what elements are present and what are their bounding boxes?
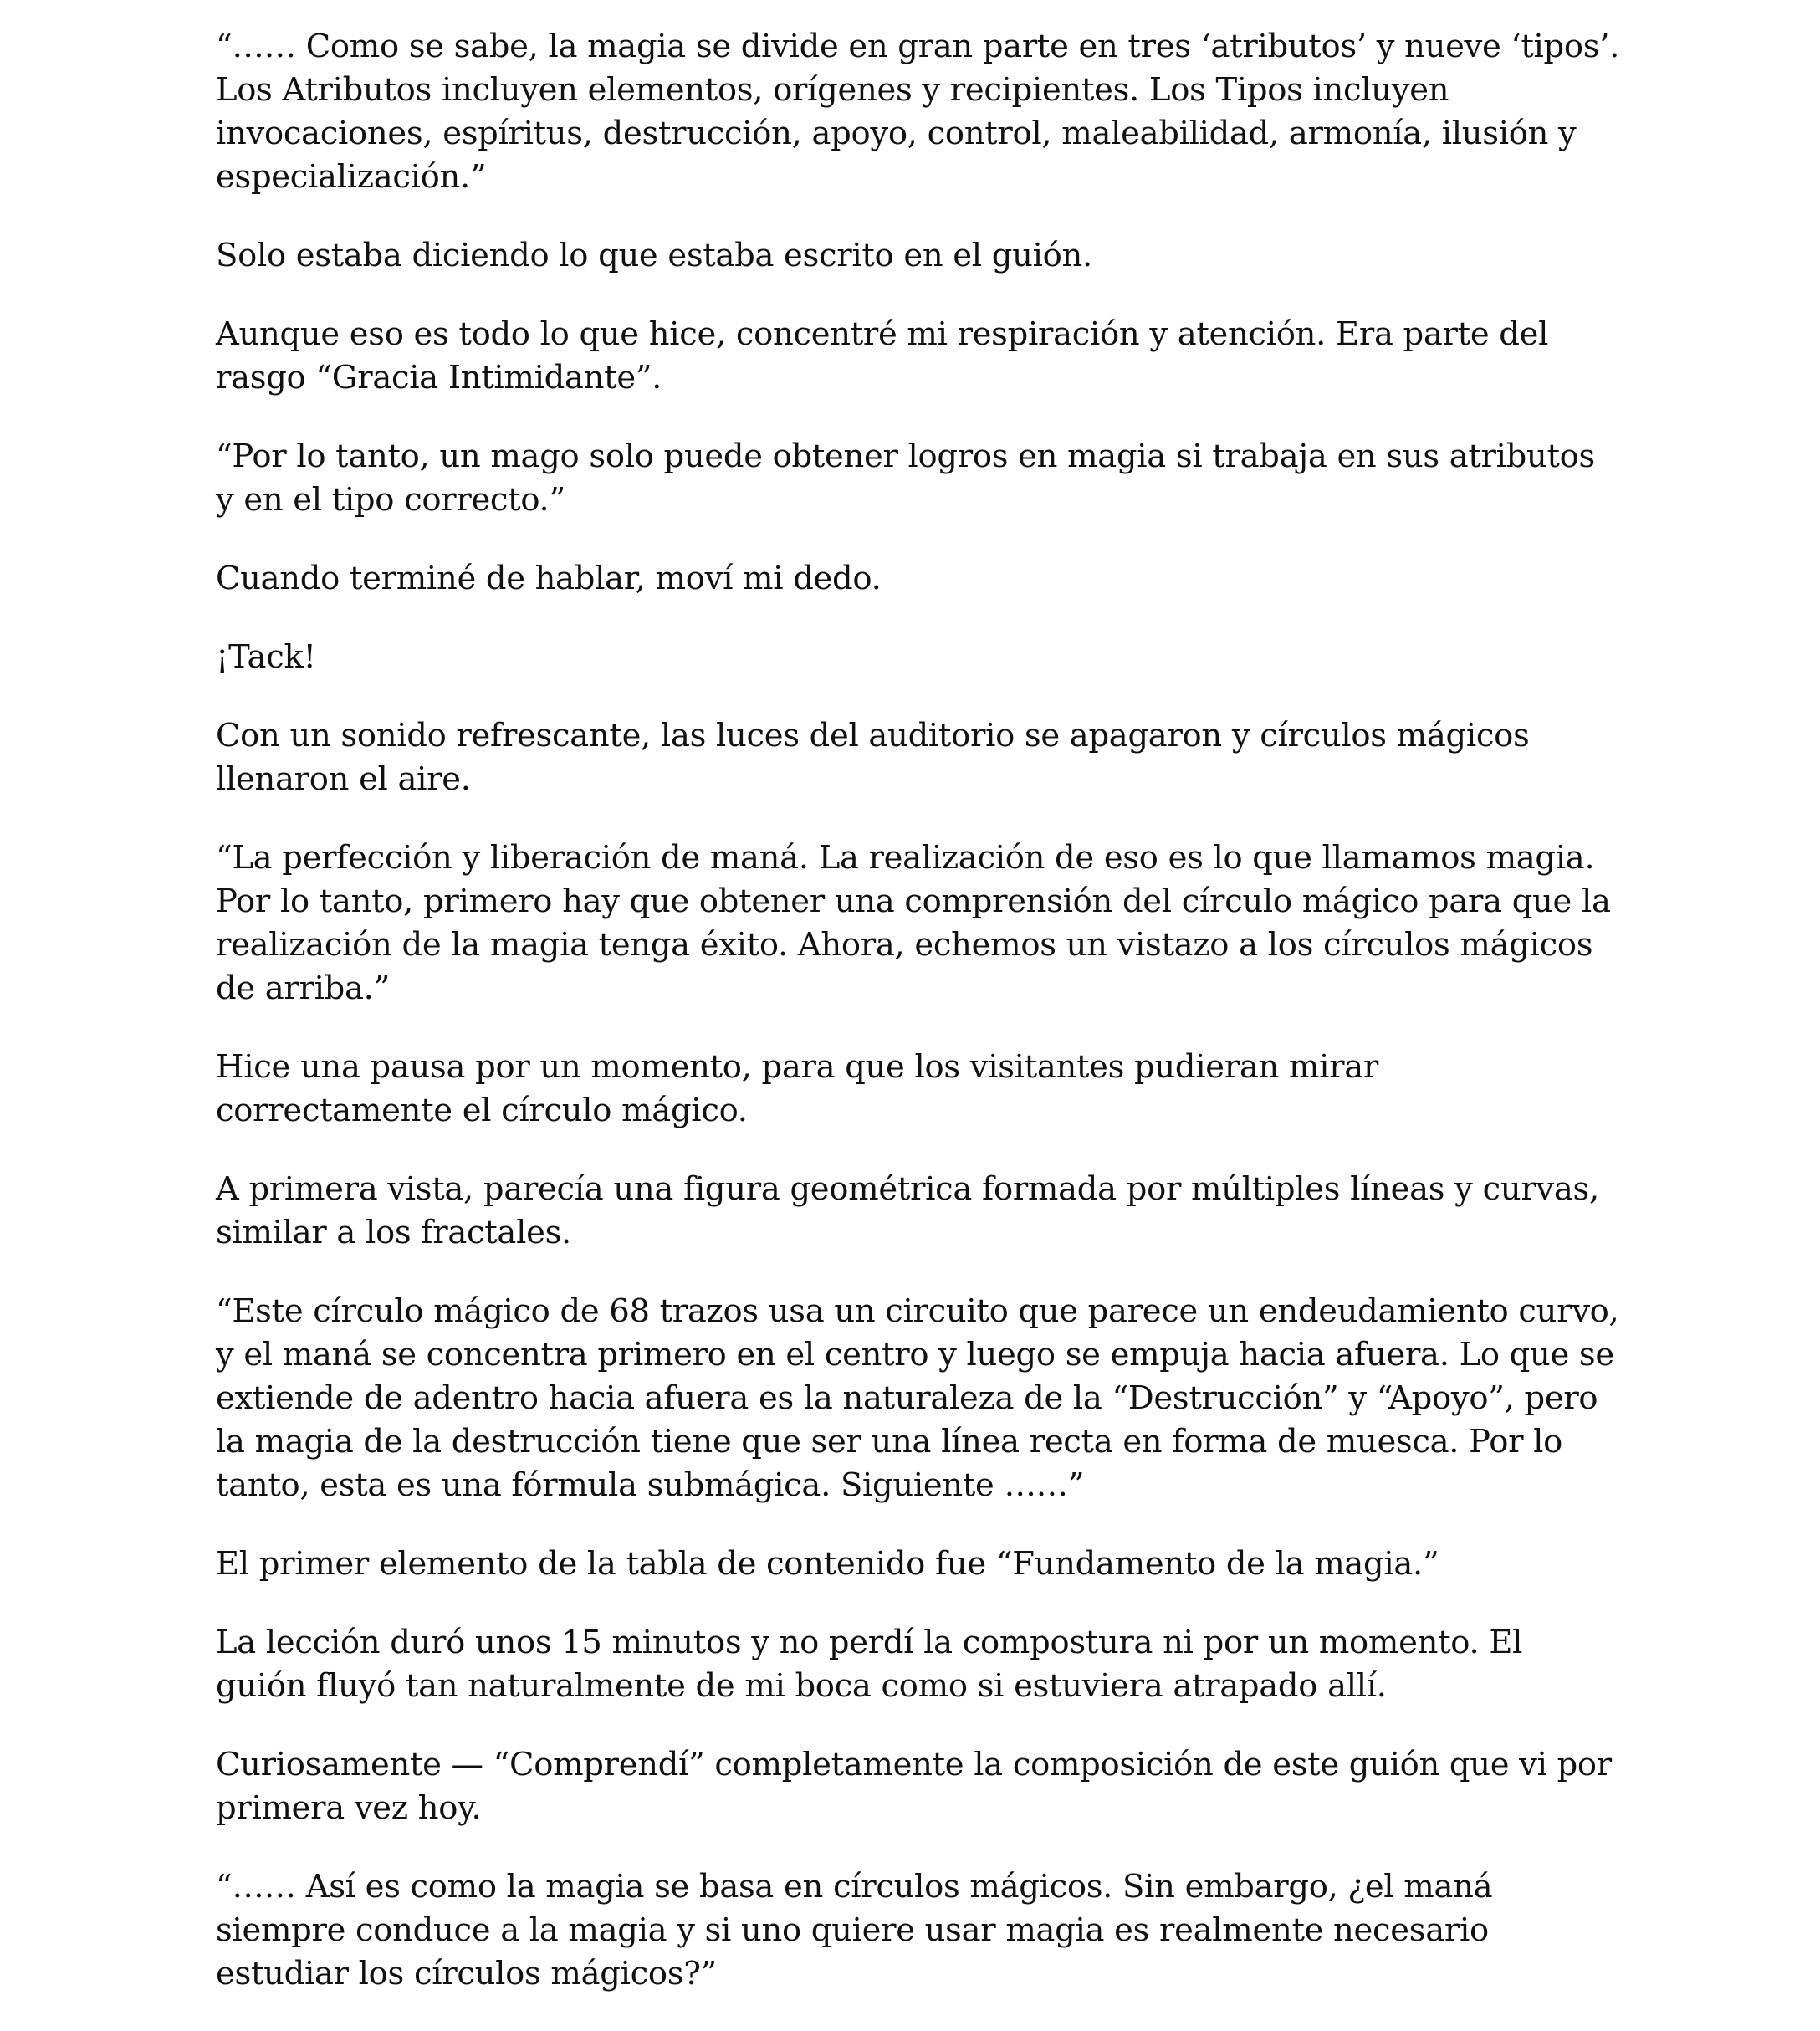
paragraph-5: Cuando terminé de hablar, moví mi dedo. bbox=[216, 560, 882, 597]
paragraph-14: Curiosamente — “Comprendí” completamente la composición de este guión que vi por primera vez hoy. bbox=[216, 1746, 1612, 1827]
paragraph-9: Hice una pausa por un momento, para que los visitantes pudieran mirar correctamente el círculo mágico. bbox=[216, 1048, 1379, 1129]
paragraph-7: Con un sonido refrescante, las luces del auditorio se apagaron y círculos mágicos llenaron el aire. bbox=[216, 717, 1530, 798]
paragraph-2: Solo estaba diciendo lo que estaba escrito en el guión. bbox=[216, 237, 1092, 274]
paragraph-8: “La perfección y liberación de maná. La realización de eso es lo que llamamos magia. Por lo tanto, primero hay que obtener una comprensión del círculo mágico para que la realización de la magia tenga éxito. Ahora, echemos un vistazo a los círculos mágicos de arriba.” bbox=[216, 839, 1611, 1007]
paragraph-11: “Este círculo mágico de 68 trazos usa un circuito que parece un endeudamiento curvo, y el maná se concentra primero en el centro y luego se empuja hacia afuera. Lo que se extiende de adentro hacia afuera es la naturaleza de la “Destrucción” y “Apoyo”, pero la magia de la destrucción tiene que ser una línea recta en forma de muesca. Por lo tanto, esta es una fórmula submágica. Siguiente ……” bbox=[216, 1292, 1619, 1504]
paragraph-15: “…… Así es como la magia se basa en círculos mágicos. Sin embargo, ¿el maná siempre conduce a la magia y si uno quiere usar magia es realmente necesario estudiar los círculos mágicos?” bbox=[216, 1868, 1493, 1993]
paragraph-3: Aunque eso es todo lo que hice, concentré mi respiración y atención. Era parte del rasgo “Gracia Intimidante”. bbox=[216, 315, 1549, 396]
paragraph-1: “…… Como se sabe, la magia se divide en gran parte en tres ‘atributos’ y nueve ‘tipos’. Los Atributos incluyen elementos, orígenes y recipientes. Los Tipos incluyen invocaciones, espíritus, destrucción, apoyo, control, maleabilidad, armonía, ilusión y especialización.” bbox=[216, 28, 1620, 196]
paragraph-13: La lección duró unos 15 minutos y no perdí la compostura ni por un momento. El guión fluyó tan naturalmente de mi boca como si estuviera atrapado allí. bbox=[216, 1624, 1523, 1705]
paragraph-6: ¡Tack! bbox=[216, 638, 316, 676]
paragraph-10: A primera vista, parecía una figura geométrica formada por múltiples líneas y curvas, similar a los fractales. bbox=[216, 1170, 1599, 1251]
paragraph-4: “Por lo tanto, un mago solo puede obtener logros en magia si trabaja en sus atributos y en el tipo correcto.” bbox=[216, 437, 1596, 519]
paragraph-12: El primer elemento de la tabla de contenido fue “Fundamento de la magia.” bbox=[216, 1545, 1439, 1583]
document-page bbox=[216, 25, 1621, 2031]
